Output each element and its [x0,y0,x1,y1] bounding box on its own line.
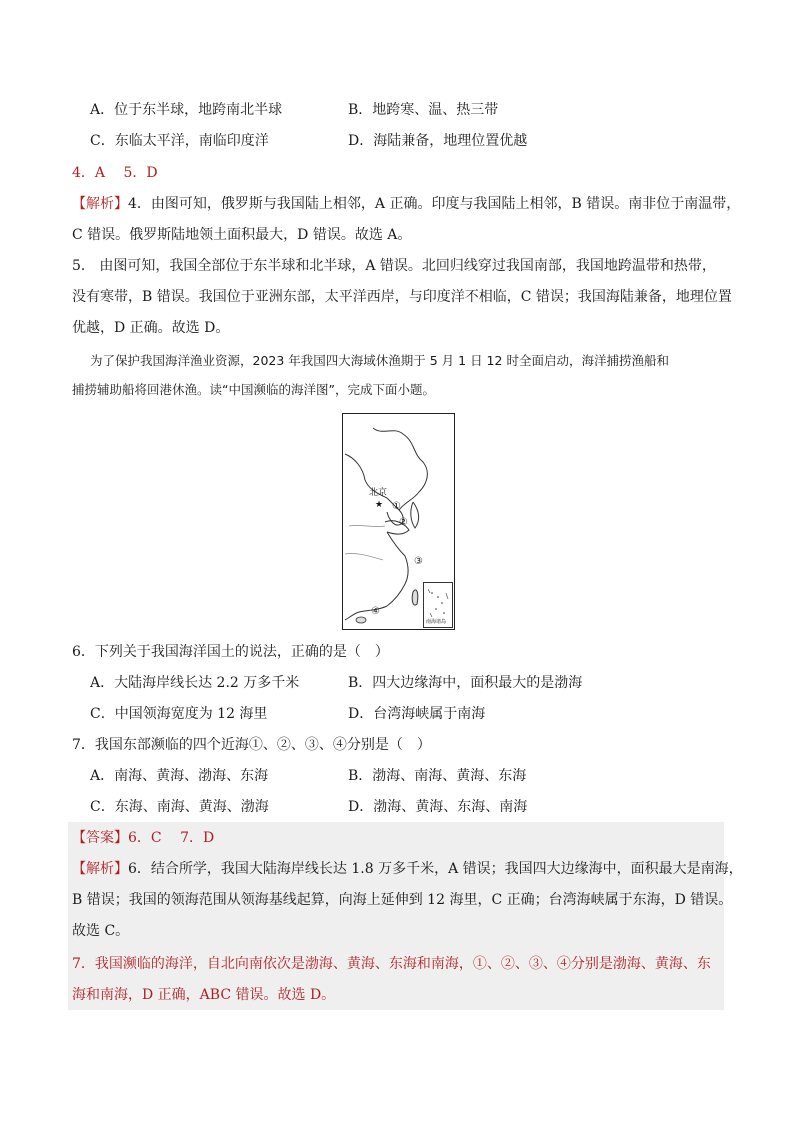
analysis-4-line1 [72,194,740,214]
analysis-6-tag: 【解析】 [72,861,128,877]
answer-4-5: 4．A 5．D [72,165,158,181]
taiwan-island [412,590,418,605]
analysis-5-line2: 没有寒带，B 错误。我国位于亚洲东部，太平洋西岸，与印度洋不相临，C 错误；我国海陆兼备，地理位置 [72,289,732,305]
answer-tag: 【答案】 [72,830,128,846]
south-coast [345,606,387,620]
beijing-star-icon: ★ [374,500,384,510]
q7-stem: 7．我国东部濒临的四个近海①、②、③、④分别是（ ） [72,737,431,753]
hainan-island [356,617,366,623]
q6-stem: 6．下列关于我国海洋国土的说法，正确的是（ ） [72,644,389,660]
q7-option-b: B．渤海、南海、黄海、东海 [348,768,527,784]
answer-shaded-area [68,822,724,1010]
analysis-5-line1: 5． 由图可知，我国全部位于东半球和北半球，A 错误。北回归线穿过我国南部，我国地跨温带和热带， [72,258,716,274]
korea-outline [411,502,419,528]
analysis-5-line3: 优越，D 正确。故选 D。 [72,320,230,336]
q7-option-c: C．东海、南海、黄海、渤海 [90,799,269,815]
analysis-6-text: 6．结合所学，我国大陆海岸线长达 1.8 万多千米，A 错误；我国四大边缘海中，面积最大是南海， [128,861,743,877]
q7-option-d: D．渤海、黄海、东海、南海 [348,799,528,815]
analysis-4-line2: C 错误。俄罗斯陆地领土面积最大，D 错误。故选 A。 [72,227,412,243]
analysis-6-line3: 故选 C。 [72,923,130,939]
q3-option-a: A．位于东半球，地跨南北半球 [90,102,283,118]
inset-label: 南海诸岛 [426,619,447,625]
analysis-7-line2: 海和南海，D 正确，ABC 错误。故选 D。 [72,987,336,1003]
q6-option-d: D．台湾海峡属于南海 [348,706,486,722]
q6-option-a: A．大陆海岸线长达 2.2 万多千米 [90,675,300,691]
answer-6-7-text: 6．C 7．D [128,830,215,846]
analysis-7-line1: 7．我国濒临的海洋，自北向南依次是渤海、黄海、东海和南海，①、②、③、④分别是渤海、黄海、东 [72,956,711,972]
intro-line1: 为了保护我国海洋渔业资源，2023 年我国四大海域休渔期于 5 月 1 日 12 时全面启动，海洋捕捞渔船和 [90,353,669,368]
q6-option-c: C．中国领海宽度为 12 海里 [90,706,268,722]
q7-option-a: A．南海、黄海、渤海、东海 [90,768,269,784]
analysis-6-line1 [72,859,743,879]
q6-option-b: B．四大边缘海中，面积最大的是渤海 [348,675,583,691]
intro-line2: 捕捞辅助船将回港休渔。读“中国濒临的海洋图”，完成下面小题。 [72,382,435,397]
marker-4: ④ [371,606,380,617]
yangtze-river [345,553,383,560]
analysis-6-line2: B 错误；我国的领海范围从领海基线起算，向海上延伸到 12 海里，C 正确；台湾海峡属于东海，D 错误。 [72,892,733,908]
marker-3: ③ [414,556,423,567]
yellow-river [349,525,385,526]
q3-option-b: B．地跨寒、温、热三带 [348,102,499,118]
east-coast [387,532,408,606]
q3-option-c: C．东临太平洋，南临印度洋 [90,133,269,149]
marker-1: ① [392,501,401,512]
analysis-tag: 【解析】 [72,196,128,212]
analysis-4-text: 4．由图可知，俄罗斯与我国陆上相邻，A 正确。印度与我国陆上相邻，B 错误。南非位于南温带， [128,196,741,212]
marker-2: ② [399,517,408,528]
answer-6-7 [72,828,214,848]
china-seas-map [342,413,455,630]
beijing-label: 北京 [369,488,388,498]
south-sea-inset [423,582,453,628]
q3-option-d: D．海陆兼备，地理位置优越 [348,133,528,149]
